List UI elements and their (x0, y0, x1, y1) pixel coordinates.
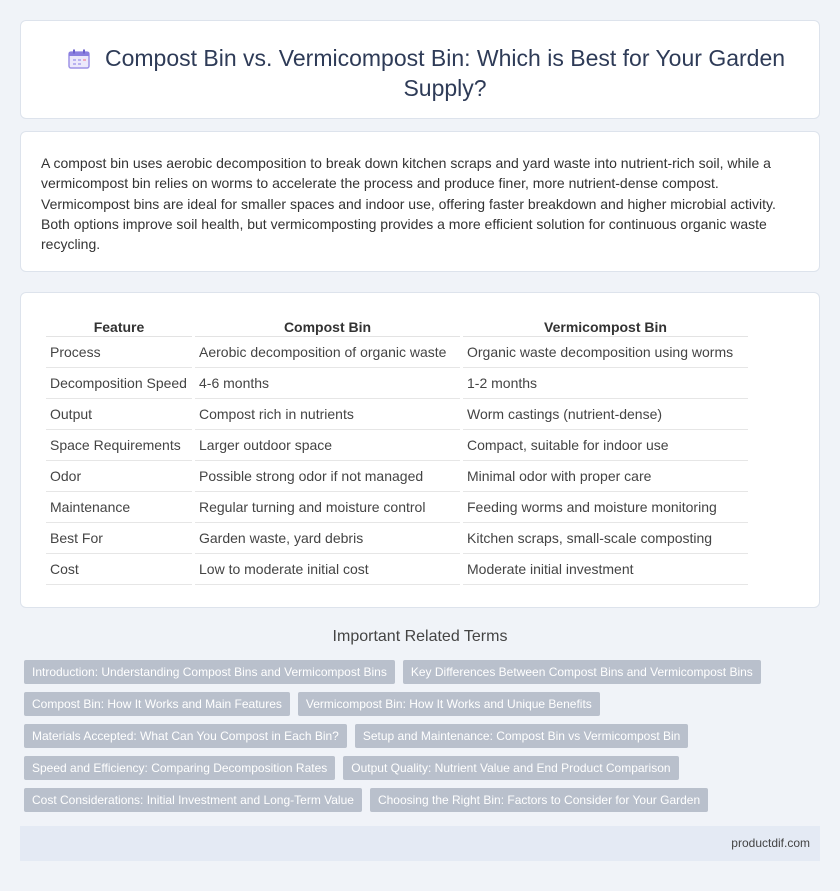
related-term-tag[interactable]: Cost Considerations: Initial Investment and Long-Term Value (24, 788, 362, 812)
table-cell: Output (46, 399, 192, 430)
intro-paragraph: A compost bin uses aerobic decomposition to break down kitchen scraps and yard waste into nutrient-rich soil, while a vermicompost bin relies on worms to accelerate the process and produce finer, more nutrient-dense compost. Vermicompost bins are ideal for smaller spaces and indoor use, offering faster breakdown and higher microbial activity. Both options improve soil health, but vermicomposting provides a more efficient solution for continuous organic waste recycling. (41, 155, 776, 253)
related-term-tag[interactable]: Introduction: Understanding Compost Bins and Vermicompost Bins (24, 660, 395, 684)
table-row (46, 523, 748, 554)
table-cell: Larger outdoor space (195, 430, 460, 461)
table-cell: Possible strong odor if not managed (195, 461, 460, 492)
table-cell: Cost (46, 554, 192, 585)
related-term-tag[interactable]: Compost Bin: How It Works and Main Features (24, 692, 290, 716)
table-cell: Kitchen scraps, small-scale composting (463, 523, 748, 554)
header-compost-bin: Compost Bin (195, 317, 460, 337)
table-cell: Worm castings (nutrient-dense) (463, 399, 748, 430)
table-cell: Minimal odor with proper care (463, 461, 748, 492)
related-terms-list (20, 660, 780, 820)
footer (20, 826, 820, 861)
related-term-tag[interactable]: Materials Accepted: What Can You Compost in Each Bin? (24, 724, 347, 748)
table-cell: Moderate initial investment (463, 554, 748, 585)
table-cell: Compost rich in nutrients (195, 399, 460, 430)
table-row (46, 430, 748, 461)
table-header-row (46, 317, 748, 337)
header-feature: Feature (46, 317, 192, 337)
table-cell: 1-2 months (463, 368, 748, 399)
header-card (20, 20, 820, 119)
table-row (46, 399, 748, 430)
table-cell: Low to moderate initial cost (195, 554, 460, 585)
table-cell: Regular turning and moisture control (195, 492, 460, 523)
related-terms-title: Important Related Terms (332, 628, 508, 645)
table-cell: 4-6 months (195, 368, 460, 399)
related-term-tag[interactable]: Choosing the Right Bin: Factors to Consider for Your Garden (370, 788, 708, 812)
table-cell: Feeding worms and moisture monitoring (463, 492, 748, 523)
page-title: Compost Bin vs. Vermicompost Bin: Which is Best for Your Garden Supply? (104, 45, 786, 101)
table-row (46, 337, 748, 368)
intro-card (20, 131, 820, 272)
related-term-tag[interactable]: Speed and Efficiency: Comparing Decomposition Rates (24, 756, 335, 780)
comparison-card (20, 292, 820, 608)
table-cell: Best For (46, 523, 192, 554)
footer-site-link[interactable]: productdif.com (731, 836, 810, 850)
related-term-tag[interactable]: Vermicompost Bin: How It Works and Unique Benefits (298, 692, 600, 716)
table-cell: Aerobic decomposition of organic waste (195, 337, 460, 368)
table-cell: Odor (46, 461, 192, 492)
table-cell: Space Requirements (46, 430, 192, 461)
table-row (46, 461, 748, 492)
table-cell: Garden waste, yard debris (195, 523, 460, 554)
header-vermicompost-bin: Vermicompost Bin (463, 317, 748, 337)
related-term-tag[interactable]: Key Differences Between Compost Bins and Vermicompost Bins (403, 660, 761, 684)
table-cell: Decomposition Speed (46, 368, 192, 399)
table-cell: Organic waste decomposition using worms (463, 337, 748, 368)
table-row (46, 554, 748, 585)
table-cell: Compact, suitable for indoor use (463, 430, 748, 461)
table-cell: Maintenance (46, 492, 192, 523)
table-row (46, 492, 748, 523)
related-term-tag[interactable]: Setup and Maintenance: Compost Bin vs Vermicompost Bin (355, 724, 689, 748)
related-term-tag[interactable]: Output Quality: Nutrient Value and End Product Comparison (343, 756, 678, 780)
table-cell: Process (46, 337, 192, 368)
table-row (46, 368, 748, 399)
comparison-table (43, 317, 751, 585)
